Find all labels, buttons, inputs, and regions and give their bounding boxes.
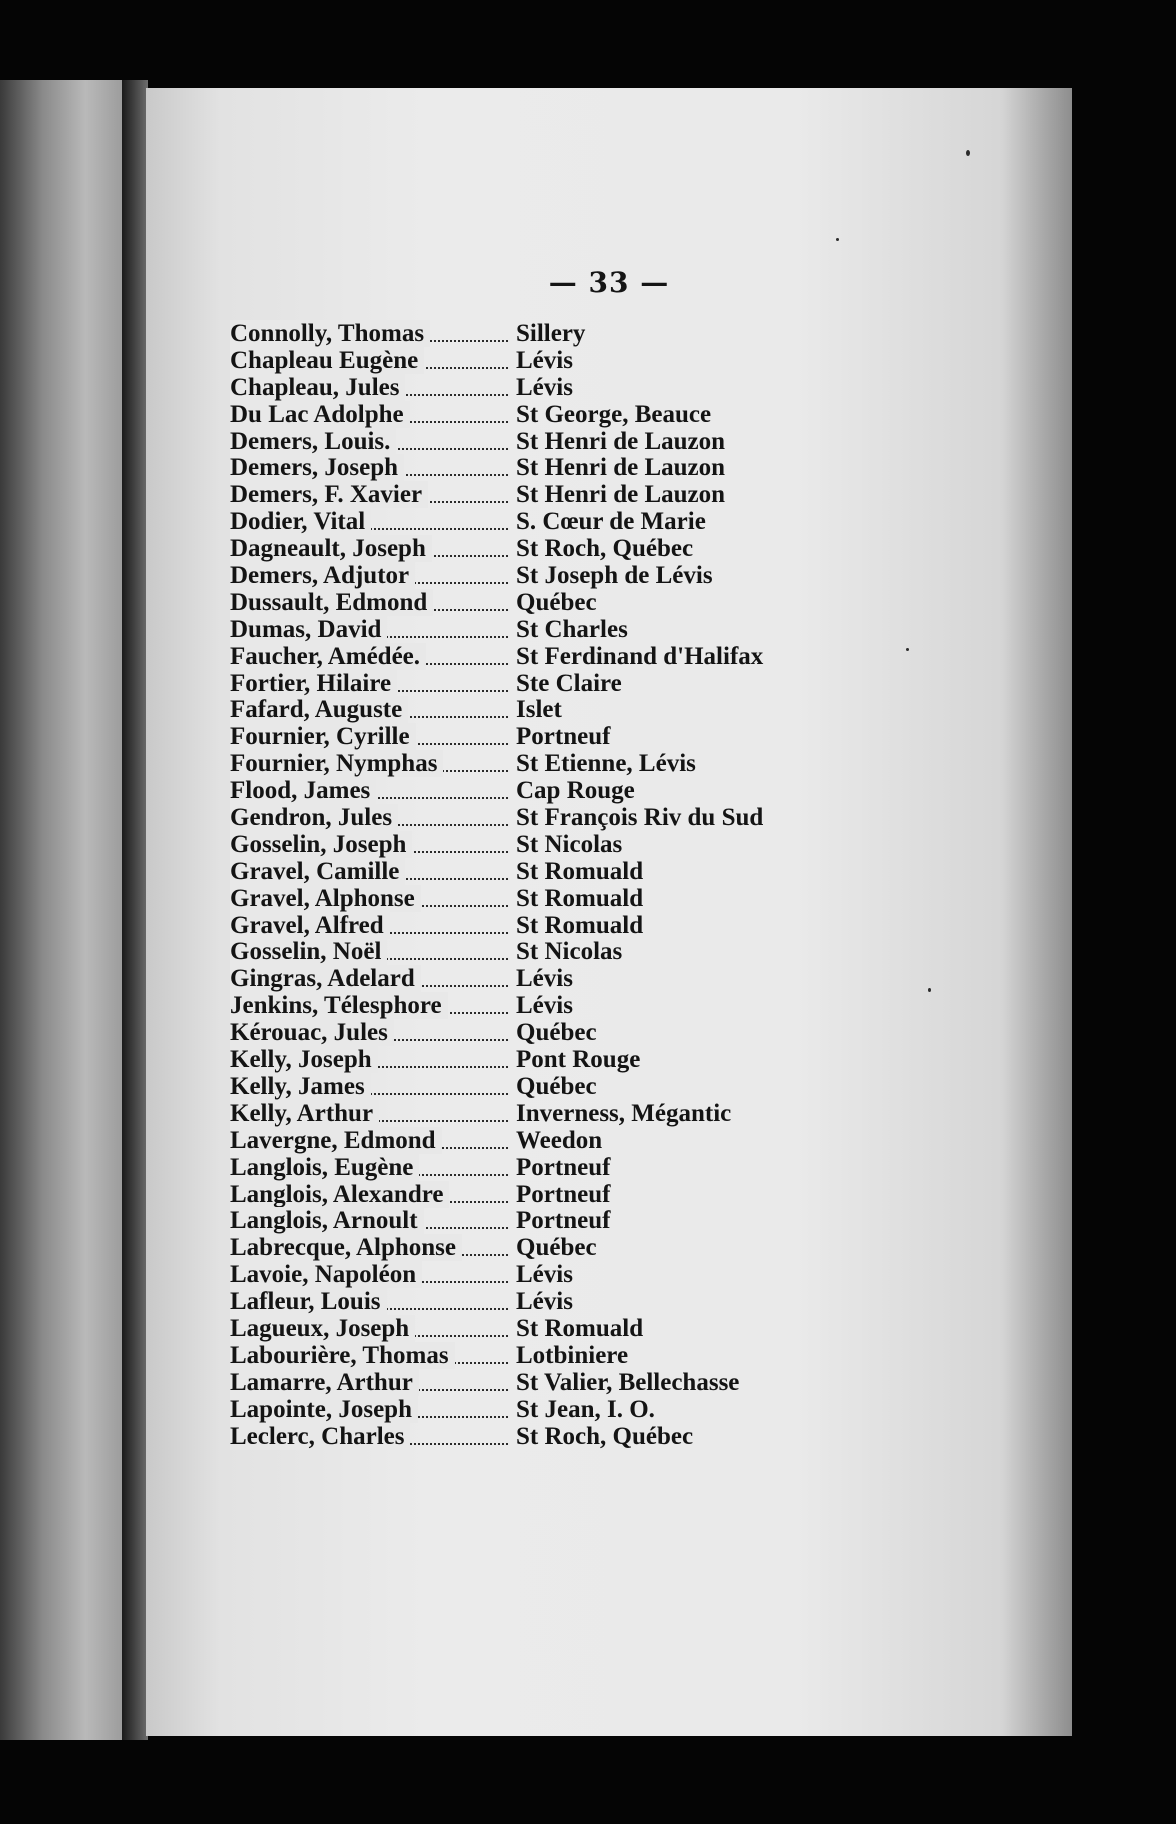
entry-name: Lamarre, Arthur <box>230 1369 419 1396</box>
list-item <box>230 938 990 965</box>
list-item <box>230 616 990 643</box>
entry-name: Leclerc, Charles <box>230 1423 410 1450</box>
entry-place: Sillery <box>516 320 586 347</box>
entry-name-leader <box>230 562 512 590</box>
entry-place: St Roch, Québec <box>516 1422 694 1450</box>
entry-place: Cap Rouge <box>516 777 635 805</box>
entry-name: Kelly, Arthur <box>230 1100 379 1127</box>
entry-place: Québec <box>516 1019 597 1047</box>
list-item <box>230 804 990 831</box>
entry-name-leader <box>230 750 512 778</box>
entry-name-leader <box>230 508 512 536</box>
entry-name: Fournier, Nymphas <box>230 750 443 777</box>
list-item <box>230 885 990 912</box>
entry-name: Chapleau Eugène <box>230 347 424 374</box>
list-item <box>230 1396 990 1423</box>
entry-place: Inverness, Mégantic <box>516 1099 732 1127</box>
entry-name-leader <box>230 616 512 644</box>
entry-name: Demers, Adjutor <box>230 562 415 589</box>
entry-place: St Roch, Québec <box>516 535 694 563</box>
list-item <box>230 1046 990 1073</box>
list-item <box>230 643 990 670</box>
entry-name-leader <box>230 535 512 563</box>
entry-place: Lévis <box>516 1261 573 1289</box>
entry-name: Demers, Joseph <box>230 454 404 481</box>
entry-name-leader <box>230 938 512 966</box>
entry-place: S. Cœur de Marie <box>516 508 706 536</box>
entry-name-leader <box>230 1396 512 1424</box>
entry-name: Gravel, Alfred <box>230 912 390 939</box>
list-item <box>230 1342 990 1369</box>
ink-speck <box>966 150 970 156</box>
entry-list <box>230 320 990 1449</box>
page-number: — 33 — <box>548 266 670 299</box>
entry-place: Lévis <box>516 992 573 1020</box>
entry-name-leader <box>230 1369 512 1397</box>
list-item <box>230 1423 990 1450</box>
list-item <box>230 1181 990 1208</box>
entry-name: Lapointe, Joseph <box>230 1396 418 1423</box>
entry-place: Lévis <box>516 965 573 993</box>
entry-name: Dodier, Vital <box>230 508 371 535</box>
entry-place: St George, Beauce <box>516 400 712 428</box>
entry-name-leader <box>230 1154 512 1182</box>
entry-name-leader <box>230 1100 512 1128</box>
entry-name-leader <box>230 1019 512 1047</box>
entry-name: Langlois, Eugène <box>230 1154 419 1181</box>
entry-place: Québec <box>516 1072 597 1100</box>
entry-name-leader <box>230 428 512 456</box>
entry-name-leader <box>230 1181 512 1209</box>
entry-place: Québec <box>516 1234 597 1262</box>
entry-place: St Nicolas <box>516 938 623 966</box>
list-item <box>230 1154 990 1181</box>
entry-name-leader <box>230 589 512 617</box>
list-item <box>230 1315 990 1342</box>
entry-place: St François Riv du Sud <box>516 804 764 832</box>
entry-name-leader <box>230 965 512 993</box>
entry-name-leader <box>230 454 512 482</box>
entry-name-leader <box>230 696 512 724</box>
entry-name: Kérouac, Jules <box>230 1019 394 1046</box>
entry-name-leader <box>230 481 512 509</box>
entry-name: Kelly, James <box>230 1073 371 1100</box>
list-item <box>230 589 990 616</box>
entry-name: Kelly, Joseph <box>230 1046 378 1073</box>
entry-place: St Charles <box>516 615 628 643</box>
entry-name: Du Lac Adolphe <box>230 401 410 428</box>
entry-name-leader <box>230 401 512 429</box>
list-item <box>230 1234 990 1261</box>
list-item <box>230 481 990 508</box>
entry-name: Gravel, Camille <box>230 858 405 885</box>
entry-place: Pont Rouge <box>516 1046 641 1074</box>
list-item <box>230 858 990 885</box>
entry-name: Jenkins, Télesphore <box>230 992 448 1019</box>
entry-place: Weedon <box>516 1126 603 1154</box>
entry-name: Dumas, David <box>230 616 387 643</box>
entry-place: St Henri de Lauzon <box>516 481 726 509</box>
entry-name-leader <box>230 992 512 1020</box>
entry-place: St Romuald <box>516 857 644 885</box>
entry-place: Lotbiniere <box>516 1341 629 1369</box>
entry-place: St Romuald <box>516 884 644 912</box>
list-item <box>230 992 990 1019</box>
list-item <box>230 428 990 455</box>
entry-place: Portneuf <box>516 1153 611 1181</box>
entry-name-leader <box>230 1315 512 1343</box>
entry-place: Portneuf <box>516 723 611 751</box>
entry-place: St Joseph de Lévis <box>516 562 713 590</box>
entry-name: Lagueux, Joseph <box>230 1315 415 1342</box>
page <box>146 88 1072 1736</box>
list-item <box>230 320 990 347</box>
entry-name: Connolly, Thomas <box>230 320 430 347</box>
entry-name-leader <box>230 1288 512 1316</box>
list-item <box>230 535 990 562</box>
list-item <box>230 777 990 804</box>
entry-name: Flood, James <box>230 777 376 804</box>
entry-name-leader <box>230 858 512 886</box>
entry-place: St Romuald <box>516 911 644 939</box>
entry-name-leader <box>230 831 512 859</box>
entry-name-leader <box>230 374 512 402</box>
list-item <box>230 1207 990 1234</box>
list-item <box>230 401 990 428</box>
entry-name-leader <box>230 320 512 348</box>
entry-place: Lévis <box>516 1288 573 1316</box>
entry-name-leader <box>230 1423 512 1451</box>
entry-name: Fortier, Hilaire <box>230 670 397 697</box>
entry-name-leader <box>230 670 512 698</box>
entry-name-leader <box>230 723 512 751</box>
entry-name: Langlois, Arnoult <box>230 1207 424 1234</box>
page-shadow <box>1002 88 1072 1736</box>
entry-place: St Jean, I. O. <box>516 1395 655 1423</box>
entry-place: St Romuald <box>516 1314 644 1342</box>
ink-speck <box>928 988 931 992</box>
entry-place: Lévis <box>516 373 573 401</box>
entry-name: Labrecque, Alphonse <box>230 1234 462 1261</box>
ink-speck <box>836 238 839 241</box>
entry-name: Labourière, Thomas <box>230 1342 455 1369</box>
list-item <box>230 1369 990 1396</box>
entry-name: Dagneault, Joseph <box>230 535 432 562</box>
entry-name-leader <box>230 1046 512 1074</box>
entry-name: Demers, Louis. <box>230 428 396 455</box>
entry-name-leader <box>230 1261 512 1289</box>
list-item <box>230 912 990 939</box>
entry-name: Langlois, Alexandre <box>230 1181 449 1208</box>
entry-place: Islet <box>516 696 562 724</box>
list-item <box>230 965 990 992</box>
entry-name: Gravel, Alphonse <box>230 885 421 912</box>
entry-name-leader <box>230 1073 512 1101</box>
entry-name-leader <box>230 1234 512 1262</box>
list-item <box>230 670 990 697</box>
list-item <box>230 723 990 750</box>
entry-name-leader <box>230 643 512 671</box>
entry-place: Québec <box>516 588 597 616</box>
entry-name-leader <box>230 347 512 375</box>
entry-place: Portneuf <box>516 1207 611 1235</box>
entry-name: Fournier, Cyrille <box>230 723 416 750</box>
entry-place: St Etienne, Lévis <box>516 750 696 778</box>
book-gutter <box>122 80 148 1740</box>
entry-name: Lafleur, Louis <box>230 1288 387 1315</box>
list-item <box>230 1288 990 1315</box>
entry-place: St Ferdinand d'Halifax <box>516 642 764 670</box>
entry-place: Portneuf <box>516 1180 611 1208</box>
entry-name: Fafard, Auguste <box>230 696 408 723</box>
list-item <box>230 374 990 401</box>
list-item <box>230 347 990 374</box>
entry-name-leader <box>230 1207 512 1235</box>
entry-place: Lévis <box>516 346 573 374</box>
list-item <box>230 562 990 589</box>
list-item <box>230 454 990 481</box>
list-item <box>230 1261 990 1288</box>
list-item <box>230 1019 990 1046</box>
entry-place: St Valier, Bellechasse <box>516 1368 740 1396</box>
list-item <box>230 696 990 723</box>
entry-name-leader <box>230 804 512 832</box>
entry-name: Gendron, Jules <box>230 804 398 831</box>
entry-name: Lavoie, Napoléon <box>230 1261 422 1288</box>
entry-place: Ste Claire <box>516 669 622 697</box>
entry-name-leader <box>230 777 512 805</box>
entry-name-leader <box>230 912 512 940</box>
entry-name: Dussault, Edmond <box>230 589 433 616</box>
entry-name: Chapleau, Jules <box>230 374 405 401</box>
list-item <box>230 831 990 858</box>
entry-name: Gosselin, Noël <box>230 938 387 965</box>
entry-name-leader <box>230 1342 512 1370</box>
entry-place: St Henri de Lauzon <box>516 427 726 455</box>
entry-place: St Henri de Lauzon <box>516 454 726 482</box>
list-item <box>230 1127 990 1154</box>
list-item <box>230 1073 990 1100</box>
previous-page-edge <box>0 80 122 1740</box>
ink-speck <box>906 648 909 651</box>
entry-name: Demers, F. Xavier <box>230 481 428 508</box>
list-item <box>230 750 990 777</box>
entry-name: Gosselin, Joseph <box>230 831 412 858</box>
entry-place: St Nicolas <box>516 830 623 858</box>
entry-name-leader <box>230 885 512 913</box>
list-item <box>230 508 990 535</box>
entry-name: Lavergne, Edmond <box>230 1127 442 1154</box>
entry-name-leader <box>230 1127 512 1155</box>
list-item <box>230 1100 990 1127</box>
entry-name: Gingras, Adelard <box>230 965 421 992</box>
entry-name: Faucher, Amédée. <box>230 643 426 670</box>
